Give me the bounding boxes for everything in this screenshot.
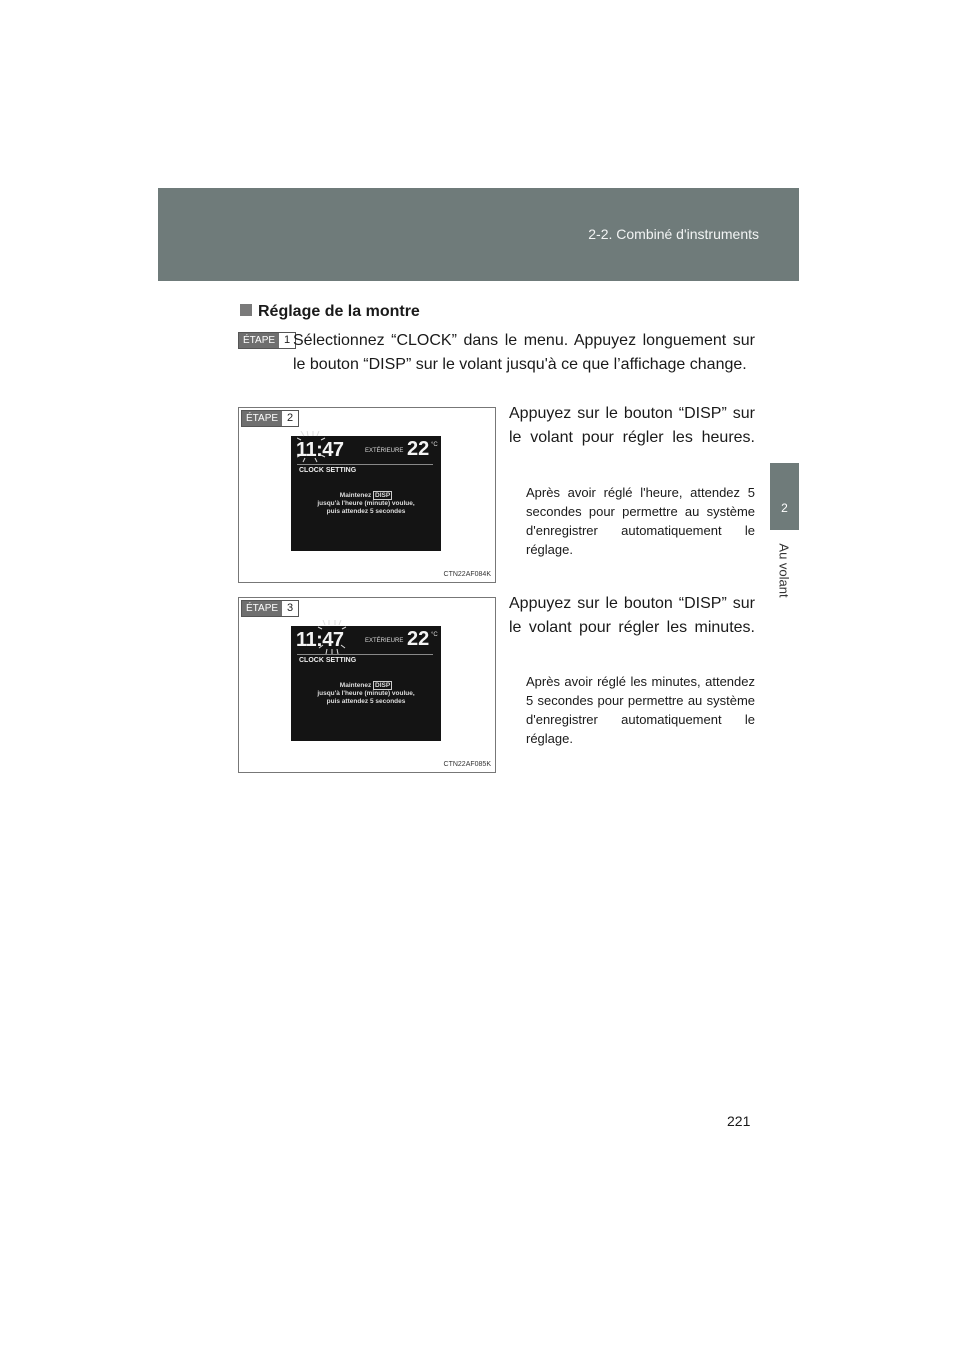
instruction-line-3: puis attendez 5 secondes — [326, 508, 406, 515]
square-bullet-icon — [240, 304, 252, 316]
clock-setting-label: CLOCK SETTING — [299, 467, 357, 474]
exterior-label: EXTÉRIEURE — [365, 448, 404, 454]
step-number: 3 — [287, 602, 294, 614]
temperature-unit: °C — [431, 632, 438, 638]
step-3-figure — [238, 597, 496, 773]
instruction-line-3: puis attendez 5 secondes — [326, 698, 406, 705]
temperature: 22 — [407, 628, 430, 650]
section-heading: 2-2. Combiné d'instruments — [588, 226, 759, 242]
step-2-text — [509, 402, 755, 450]
step-3-badge — [241, 600, 299, 617]
exterior-label: EXTÉRIEURE — [365, 638, 404, 644]
divider — [297, 464, 433, 465]
step-label: ÉTAPE — [239, 333, 279, 348]
clock-time: 11:47 — [296, 629, 344, 651]
step-label: ÉTAPE — [242, 411, 282, 426]
disp-button-label: DISP — [375, 492, 391, 499]
section-title-text: Réglage de la montre — [258, 303, 420, 320]
page-number: 221 — [727, 1113, 751, 1129]
step-1-text: Sélectionnez “CLOCK” dans le menu. Appuyez longuement sur le bouton “DISP” sur le volant jusqu'à ce que l’affichage change. — [293, 332, 755, 373]
figure-code: CTN22AF085K — [443, 761, 491, 768]
instruction-line-2: jusqu'à l'heure (minute) voulue, — [317, 500, 415, 507]
divider — [297, 654, 433, 655]
section-title — [240, 303, 420, 321]
instruction-line-1: Maintenez — [339, 682, 372, 689]
display-instruction — [291, 492, 441, 516]
header-band — [158, 188, 799, 281]
display-instruction — [291, 682, 441, 706]
step-2-figure — [238, 407, 496, 583]
clock-setting-label: CLOCK SETTING — [299, 657, 357, 664]
chapter-tab — [770, 463, 799, 530]
step-2-badge — [241, 410, 299, 427]
temperature-unit: °C — [431, 442, 438, 448]
step-1-badge — [238, 332, 296, 349]
clock-time: 11:47 — [296, 439, 344, 461]
step-3-text — [509, 592, 755, 640]
step-3-main: Appuyez sur le bouton “DISP” sur le volant pour régler les minutes. — [509, 595, 755, 636]
step-number: 2 — [287, 412, 294, 424]
step-label: ÉTAPE — [242, 601, 282, 616]
instruction-line-1: Maintenez — [339, 492, 372, 499]
figure-code: CTN22AF084K — [443, 571, 491, 578]
chapter-number: 2 — [781, 501, 788, 515]
step-3-note: Après avoir réglé les minutes, attendez 5 secondes pour permettre au système d'enregistrer automatiquement le réglage. — [526, 674, 755, 746]
disp-button-label: DISP — [375, 682, 391, 689]
display-screen — [291, 436, 441, 551]
chapter-label — [771, 533, 798, 608]
step-2-main: Appuyez sur le bouton “DISP” sur le volant pour régler les heures. — [509, 405, 755, 446]
chapter-label-text: Au volant — [777, 543, 793, 598]
instruction-line-2: jusqu'à l'heure (minute) voulue, — [317, 690, 415, 697]
temperature: 22 — [407, 438, 430, 460]
display-screen — [291, 626, 441, 741]
step-2-note: Après avoir réglé l'heure, attendez 5 secondes pour permettre au système d'enregistrer automatiquement le réglage. — [526, 485, 755, 557]
step-number: 1 — [284, 334, 291, 346]
